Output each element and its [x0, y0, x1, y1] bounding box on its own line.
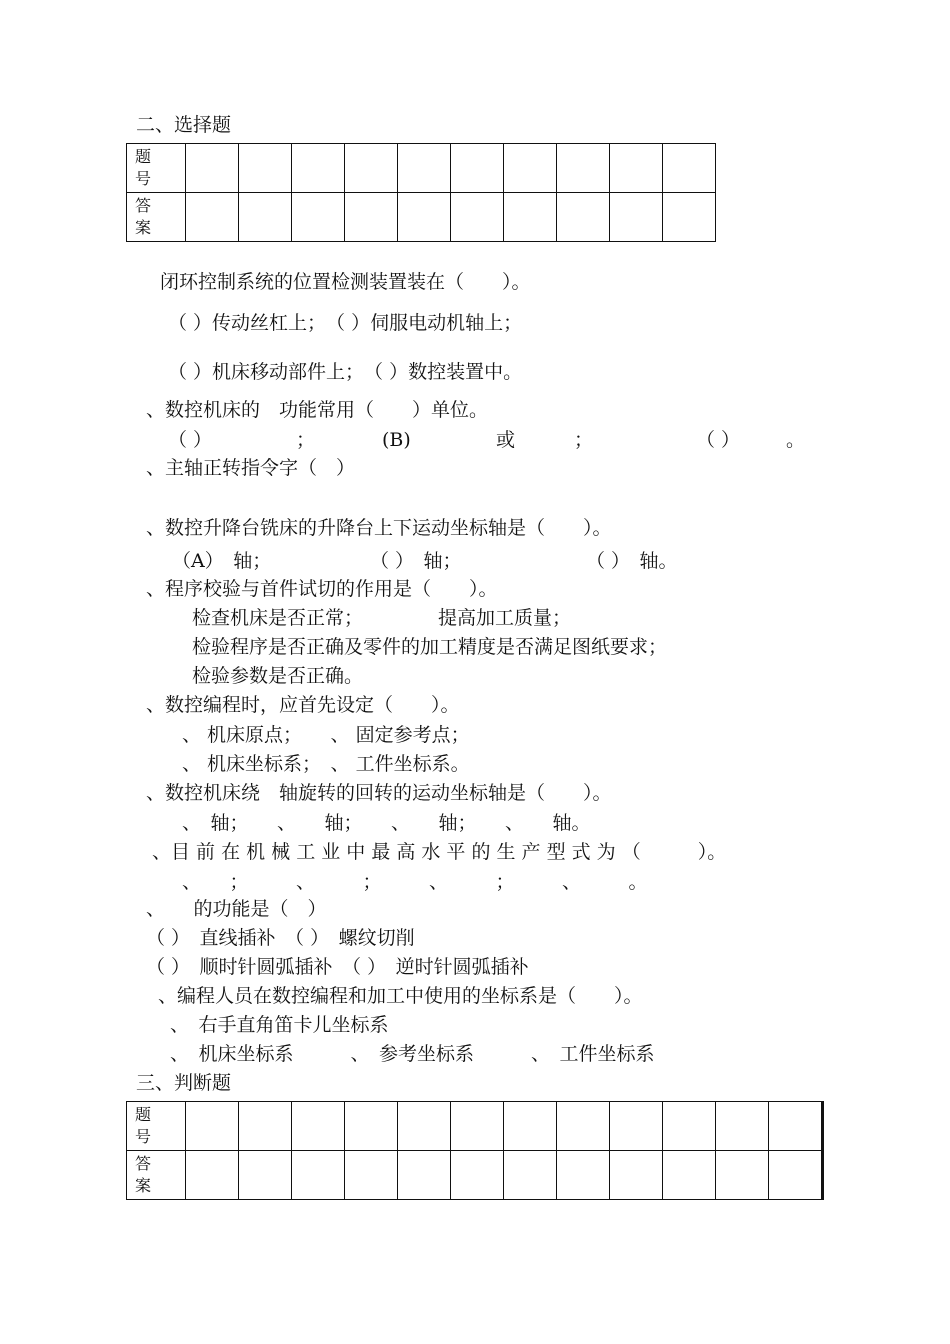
answer-cell[interactable] [239, 1102, 292, 1151]
answer-cell[interactable] [398, 144, 451, 193]
q2-separator-1: ； [296, 429, 316, 451]
q1-options-line2: （ ）机床移动部件上； （ ）数控装置中。 [168, 361, 523, 383]
answer-cell[interactable] [663, 193, 716, 242]
q9-options-line1: （ ） 直线插补 （ ） 螺纹切削 [146, 927, 415, 949]
answer-cell[interactable] [292, 193, 345, 242]
q2-stem: 、数控机床的 功能常用（ ）单位。 [146, 399, 489, 421]
q10-stem: 、编程人员在数控编程和加工中使用的坐标系是（ ）。 [158, 985, 643, 1007]
q9-options-line2: （ ） 顺时针圆弧插补 （ ） 逆时针圆弧插补 [146, 956, 529, 978]
q2-end: 。 [786, 429, 806, 451]
q10-options-line2: 、 机床坐标系 、 参考坐标系 、 工件坐标系 [170, 1043, 655, 1065]
q8-stem: 、目 前 在 机 械 工 业 中 最 高 水 平 的 生 产 型 式 为 （ ）。 [152, 841, 727, 863]
answer-cell[interactable] [504, 1151, 557, 1200]
answer-cell[interactable] [292, 1151, 345, 1200]
q2-separator-2: ； [574, 429, 594, 451]
q7-stem: 、数控机床绕 轴旋转的回转的运动坐标轴是（ ）。 [146, 782, 612, 804]
section-3-title: 三、判断题 [136, 1072, 232, 1094]
answer-cell[interactable] [186, 1151, 239, 1200]
answer-cell[interactable] [504, 1102, 557, 1151]
q6-stem: 、数控编程时，应首先设定（ ）。 [146, 694, 460, 716]
answer-cell[interactable] [186, 144, 239, 193]
q2-option-a: （ ） [168, 429, 213, 451]
answer-cell[interactable] [292, 144, 345, 193]
q1-stem: 闭环控制系统的位置检测装置装在（ ）。 [160, 271, 531, 293]
q6-options-line1: 、 机床原点； 、 固定参考点； [182, 724, 470, 746]
answer-cell[interactable] [557, 193, 610, 242]
choice-answer-grid [126, 143, 716, 242]
q5-option-2: 提高加工质量； [438, 607, 572, 629]
answer-cell[interactable] [716, 1151, 769, 1200]
answer-cell[interactable] [504, 193, 557, 242]
answer-cell[interactable] [557, 144, 610, 193]
answer-cell[interactable] [663, 1102, 716, 1151]
q2-option-b: (B) [382, 429, 411, 451]
table-row [127, 1102, 823, 1151]
q5-option-3: 检验程序是否正确及零件的加工精度是否满足图纸要求； [192, 636, 668, 658]
answer-cell[interactable] [398, 1151, 451, 1200]
q3-stem: 、主轴正转指令字（ ） [146, 457, 356, 479]
answer-cell[interactable] [345, 1151, 398, 1200]
answer-cell[interactable] [663, 1151, 716, 1200]
answer-cell[interactable] [610, 1151, 663, 1200]
answer-cell[interactable] [186, 193, 239, 242]
answer-cell[interactable] [451, 144, 504, 193]
row-label-answer: 答 案 [127, 1151, 186, 1200]
answer-cell[interactable] [769, 1102, 823, 1151]
answer-cell[interactable] [345, 144, 398, 193]
row-label-question-number: 题 号 [127, 144, 186, 193]
table-row [127, 144, 716, 193]
answer-cell[interactable] [398, 193, 451, 242]
section-2-title: 二、选择题 [136, 114, 232, 136]
q2-option-c: （ ） [696, 429, 741, 451]
q4-option-c: （ ） 轴。 [586, 550, 678, 572]
answer-cell[interactable] [557, 1102, 610, 1151]
answer-cell[interactable] [504, 144, 557, 193]
q5-option-4: 检验参数是否正确。 [192, 665, 364, 687]
q4-option-a: （A） 轴； [172, 550, 272, 572]
q7-options: 、 轴； 、 轴； 、 轴； 、 轴。 [182, 812, 591, 834]
answer-cell[interactable] [610, 193, 663, 242]
answer-cell[interactable] [398, 1102, 451, 1151]
answer-cell[interactable] [451, 193, 504, 242]
table-row [127, 193, 716, 242]
answer-cell[interactable] [610, 144, 663, 193]
q4-stem: 、数控升降台铣床的升降台上下运动坐标轴是（ ）。 [146, 517, 612, 539]
q10-options-line1: 、 右手直角笛卡儿坐标系 [170, 1014, 389, 1036]
answer-cell[interactable] [239, 144, 292, 193]
answer-cell[interactable] [451, 1102, 504, 1151]
q6-options-line2: 、 机床坐标系； 、 工件坐标系。 [182, 753, 470, 775]
answer-cell[interactable] [663, 144, 716, 193]
q2-word-or: 或 [496, 429, 516, 451]
q5-stem: 、程序校验与首件试切的作用是（ ）。 [146, 578, 498, 600]
answer-cell[interactable] [239, 193, 292, 242]
answer-cell[interactable] [186, 1102, 239, 1151]
q9-stem: 、 的功能是（ ） [146, 898, 327, 920]
judgment-answer-grid [126, 1101, 824, 1200]
row-label-question-number: 题 号 [127, 1102, 186, 1151]
answer-cell[interactable] [239, 1151, 292, 1200]
q1-options-line1: （ ）传动丝杠上； （ ）伺服电动机轴上； [168, 312, 523, 334]
q8-options: 、 ； 、 ； 、 ； 、 。 [182, 871, 648, 893]
answer-cell[interactable] [292, 1102, 345, 1151]
answer-cell[interactable] [451, 1151, 504, 1200]
table-row [127, 1151, 823, 1200]
answer-cell[interactable] [769, 1151, 823, 1200]
answer-cell[interactable] [557, 1151, 610, 1200]
q4-option-b: （ ） 轴； [370, 550, 462, 572]
answer-cell[interactable] [610, 1102, 663, 1151]
answer-cell[interactable] [345, 193, 398, 242]
row-label-answer: 答 案 [127, 193, 186, 242]
q5-option-1: 检查机床是否正常； [192, 607, 364, 629]
answer-cell[interactable] [716, 1102, 769, 1151]
answer-cell[interactable] [345, 1102, 398, 1151]
